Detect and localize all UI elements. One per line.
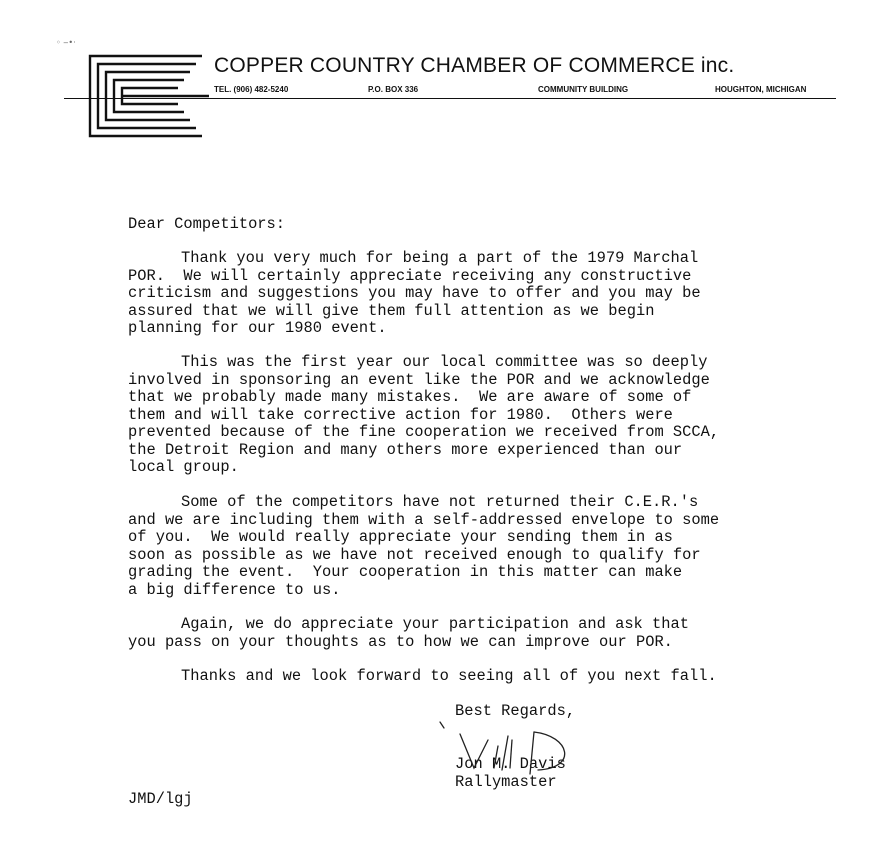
po-box: P.O. BOX 336 — [368, 85, 419, 94]
signer-title: Rallymaster — [455, 772, 557, 791]
chamber-logo-icon — [84, 52, 209, 142]
paragraph-line: POR. We will certainly appreciate receiving any constructive — [128, 266, 692, 285]
phone-number: TEL. (906) 482-5240 — [214, 85, 289, 94]
city-state: HOUGHTON, MICHIGAN — [715, 85, 807, 94]
paragraph-line: planning for our 1980 event. — [128, 319, 387, 337]
paragraph-line: local group. — [128, 458, 239, 476]
paragraph-line: criticism and suggestions you may have to offer and you may be — [128, 284, 701, 302]
paragraph-line: Thanks and we look forward to seeing all of you next fall. — [181, 667, 717, 685]
closing: Best Regards, — [455, 702, 576, 720]
paragraph-line: prevented because of the fine cooperation we received from SCCA, — [128, 423, 720, 441]
salutation: Dear Competitors: — [128, 215, 286, 233]
paragraph-line: involved in sponsoring an event like the POR and we acknowledge — [128, 370, 710, 389]
paragraph-line: that we probably made many mistakes. We are aware of some of — [128, 388, 692, 406]
signer-name: Jon M. Davis — [455, 755, 566, 773]
paragraph-line: assured that we will give them full attention as we begin — [128, 301, 655, 320]
paragraph-line: soon as possible as we have not received enough to qualify for — [128, 545, 701, 564]
org-name: COPPER COUNTRY CHAMBER OF COMMERCE inc. — [214, 54, 735, 77]
paragraph-line: you pass on your thoughts as to how we can improve our POR. — [128, 632, 673, 651]
letterhead — [0, 0, 894, 150]
paragraph-line: Some of the competitors have not returned their C.E.R.'s — [181, 493, 699, 511]
building-name: COMMUNITY BUILDING — [538, 85, 629, 94]
paragraph-line: This was the first year our local committee was so deeply — [181, 353, 708, 371]
paragraph-line: Thank you very much for being a part of the 1979 Marchal — [181, 249, 699, 267]
paragraph-line: them and will take corrective action for 1980. Others were — [128, 405, 673, 424]
scan-mark: ◦ ‒•· — [56, 38, 76, 47]
letterhead-rule — [64, 98, 836, 99]
paragraph-line: a big difference to us. — [128, 580, 341, 599]
paragraph-line: Again, we do appreciate your participation and ask that — [181, 615, 689, 633]
paragraph-line: grading the event. Your cooperation in this matter can make — [128, 563, 683, 581]
paragraph-line: of you. We would really appreciate your sending them in as — [128, 528, 673, 546]
paragraph-line: the Detroit Region and many others more experienced than our — [128, 440, 683, 459]
paragraph-line: and we are including them with a self-addressed envelope to some — [128, 510, 720, 529]
reference-initials: JMD/lgj — [128, 790, 193, 808]
handwritten-signature-icon — [430, 718, 590, 778]
